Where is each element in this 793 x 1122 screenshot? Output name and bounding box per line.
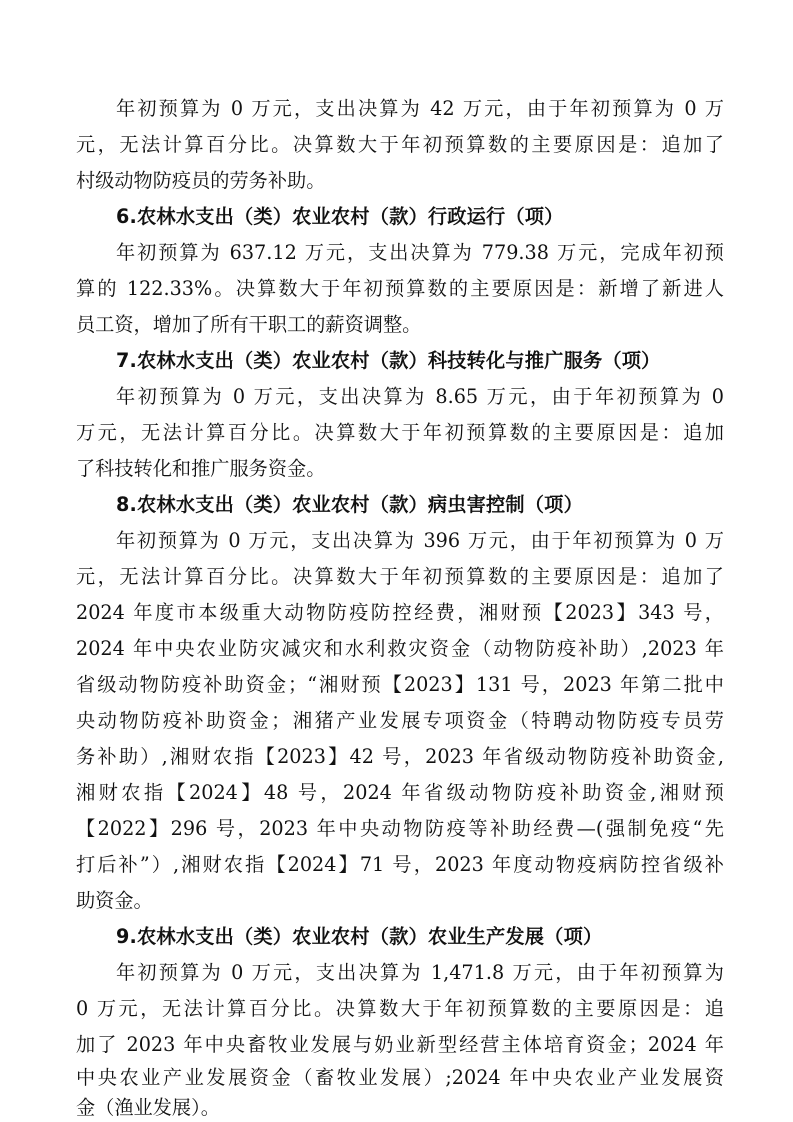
body-line: 村级动物防疫员的劳务补助。 [76, 169, 326, 192]
body-line: 元，无法计算百分比。决算数大于年初预算数的主要原因是：追加了 [76, 133, 724, 156]
body-line: 元，无法计算百分比。决算数大于年初预算数的主要原因是：追加了 [76, 565, 724, 588]
section-heading-9: 9.农林水支出（类）农业农村（款）农业生产发展（项） [116, 925, 603, 948]
body-line: 年初预算为 0 万元，支出决算为 42 万元，由于年初预算为 0 万 [116, 97, 724, 120]
body-line: 年初预算为 0 万元，支出决算为 396 万元，由于年初预算为 0 万 [116, 529, 724, 552]
body-line: 打后补”）,湘财农指【2024】71 号，2023 年度动物疫病防控省级补 [76, 853, 724, 876]
body-line: 【2022】296 号，2023 年中央动物防疫等补助经费—(强制免疫“先 [76, 817, 724, 840]
body-line: 万元，无法计算百分比。决算数大于年初预算数的主要原因是：追加 [76, 421, 724, 444]
body-line: 员工资，增加了所有干职工的薪资调整。 [76, 313, 422, 336]
body-line: 0 万元，无法计算百分比。决算数大于年初预算数的主要原因是：追 [76, 997, 724, 1020]
body-line: 加了 2023 年中央畜牧业发展与奶业新型经营主体培育资金；2024 年 [76, 1033, 724, 1056]
body-line: 央动物防疫补助资金；湘猪产业发展专项资金（特聘动物防疫专员劳 [76, 709, 724, 732]
body-line: 省级动物防疫补助资金；“湘财预【2023】131 号，2023 年第二批中 [76, 673, 724, 696]
body-line: 2024 年中央农业防灾减灾和水利救灾资金（动物防疫补助）,2023 年 [76, 637, 724, 660]
section-heading-8: 8.农林水支出（类）农业农村（款）病虫害控制（项） [116, 493, 583, 516]
body-line: 助资金。 [76, 889, 153, 912]
body-line: 年初预算为 0 万元，支出决算为 1,471.8 万元，由于年初预算为 [116, 961, 724, 984]
body-line: 湘财农指【2024】48 号，2024 年省级动物防疫补助资金,湘财预 [76, 781, 724, 804]
body-line: 年初预算为 637.12 万元，支出决算为 779.38 万元，完成年初预 [116, 241, 724, 264]
body-line: 了科技转化和推广服务资金。 [76, 457, 326, 480]
body-line: 中央农业产业发展资金（畜牧业发展）;2024 年中央农业产业发展资 [76, 1066, 724, 1089]
body-line: 务补助）,湘财农指【2023】42 号，2023 年省级动物防疫补助资金, [76, 745, 724, 768]
body-line: 2024 年度市本级重大动物防疫防控经费，湘财预【2023】343 号， [76, 601, 724, 624]
body-line: 年初预算为 0 万元，支出决算为 8.65 万元，由于年初预算为 0 [116, 385, 724, 408]
section-heading-6: 6.农林水支出（类）农业农村（款）行政运行（项） [116, 205, 564, 228]
body-line: 算的 122.33%。决算数大于年初预算数的主要原因是：新增了新进人 [76, 277, 724, 300]
body-line: 金（渔业发展）。 [76, 1096, 220, 1119]
section-heading-7: 7.农林水支出（类）农业农村（款）科技转化与推广服务（项） [116, 349, 661, 372]
